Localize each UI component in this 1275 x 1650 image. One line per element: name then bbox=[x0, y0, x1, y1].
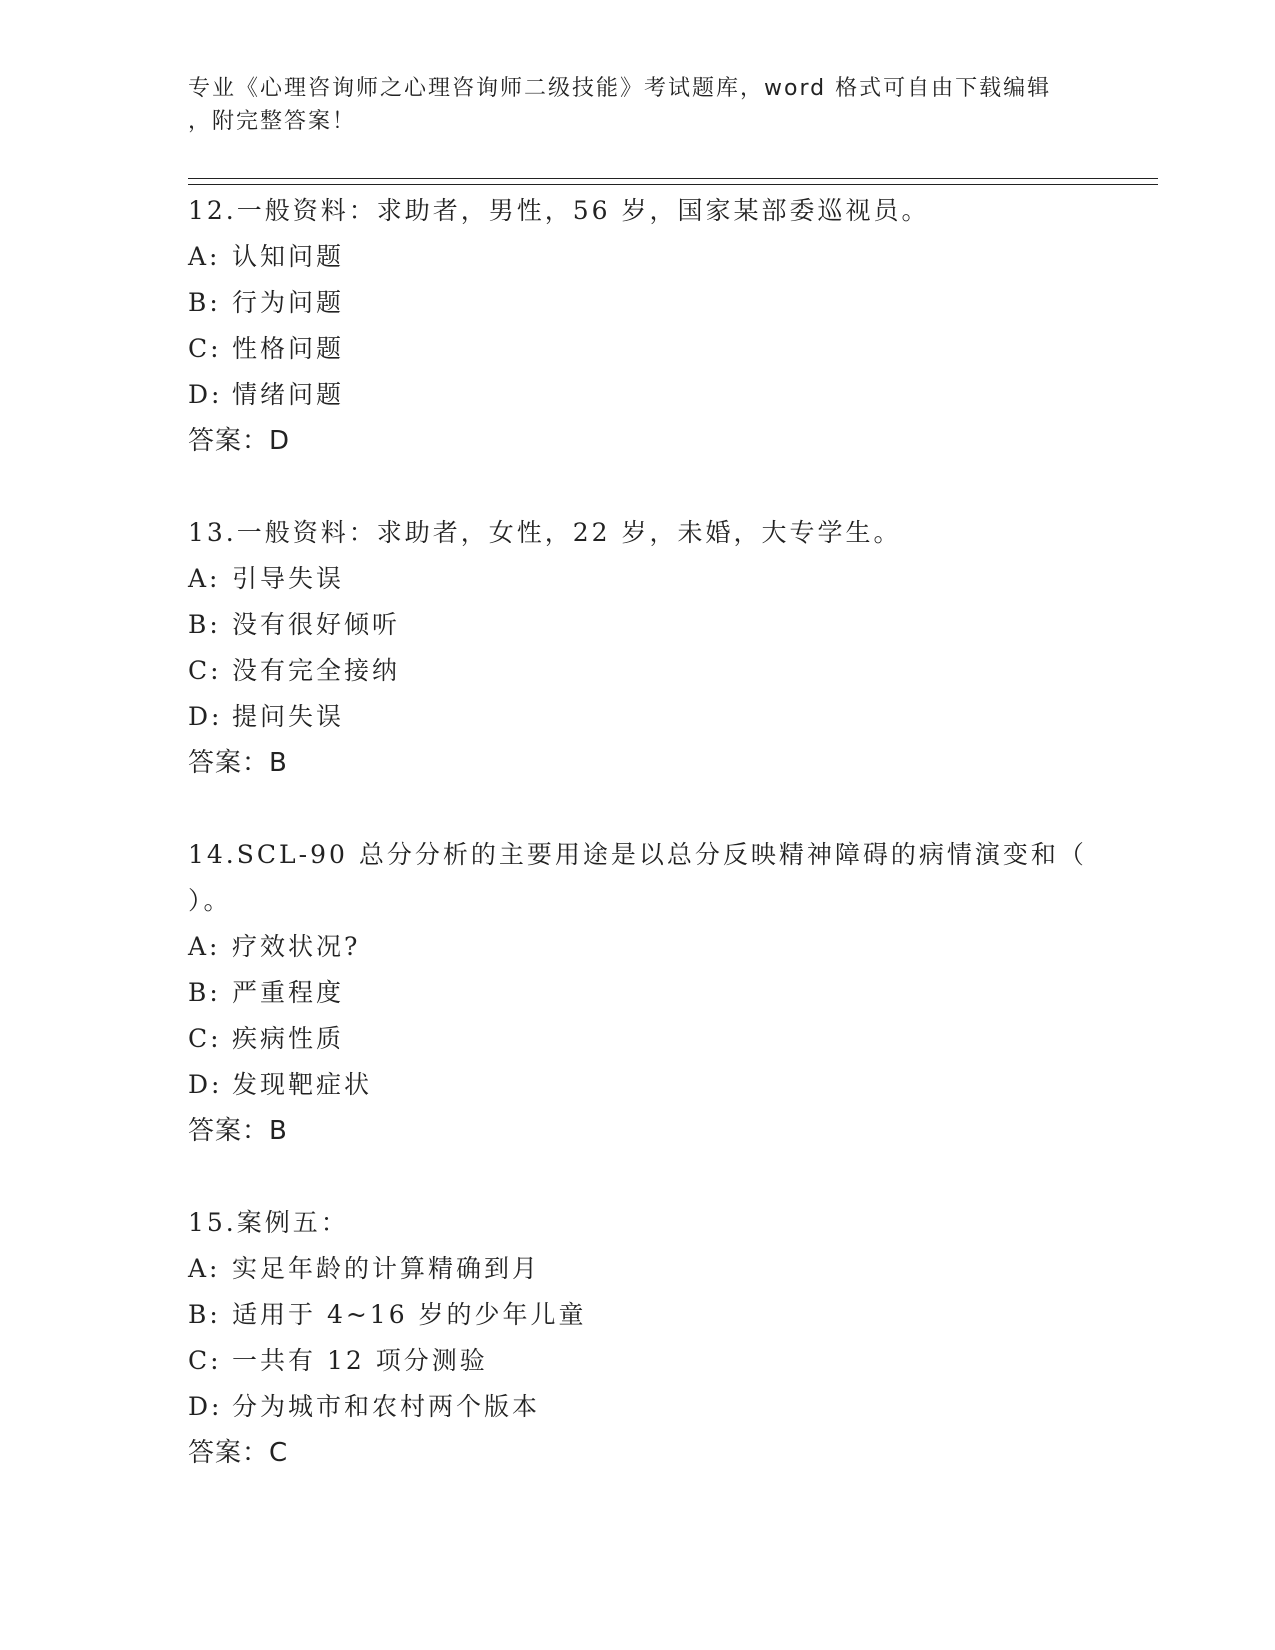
option-text: 实足年龄的计算精确到月 bbox=[232, 1254, 541, 1283]
header-line-2: ，附完整答案！ bbox=[188, 109, 357, 134]
question-stem bbox=[188, 188, 1128, 234]
option-key: A: bbox=[188, 564, 221, 593]
option-d bbox=[188, 1062, 1128, 1108]
answer-line bbox=[188, 1430, 1128, 1476]
option-text: 行为问题 bbox=[232, 288, 345, 317]
option-text: 分为城市和农村两个版本 bbox=[232, 1392, 541, 1421]
option-key: B: bbox=[188, 1300, 221, 1329]
option-key: D: bbox=[188, 702, 223, 731]
option-a bbox=[188, 234, 1128, 280]
option-a bbox=[188, 556, 1128, 602]
header-divider-bottom bbox=[188, 184, 1158, 185]
question-stem bbox=[188, 1200, 1128, 1246]
question-stem bbox=[188, 832, 1128, 878]
answer-value: C bbox=[269, 1438, 289, 1468]
option-d bbox=[188, 372, 1128, 418]
option-b bbox=[188, 280, 1128, 326]
option-key: B: bbox=[188, 288, 221, 317]
option-text: 疾病性质 bbox=[232, 1024, 345, 1053]
question-text: 一般资料：求助者，女性，22 岁，未婚，大专学生。 bbox=[236, 518, 902, 547]
option-key: D: bbox=[188, 1070, 223, 1099]
question-number: 14. bbox=[188, 840, 237, 869]
option-d bbox=[188, 1384, 1128, 1430]
question-14 bbox=[188, 832, 1128, 1154]
question-number: 15. bbox=[188, 1208, 237, 1237]
question-text: SCL-90 总分分析的主要用途是以总分反映精神障碍的病情演变和（ bbox=[236, 840, 1087, 869]
option-text: 没有完全接纳 bbox=[232, 656, 401, 685]
option-key: C: bbox=[188, 1346, 222, 1375]
option-text: 一共有 12 项分测验 bbox=[232, 1346, 488, 1375]
option-c bbox=[188, 326, 1128, 372]
document-header bbox=[188, 72, 1088, 138]
option-text: 没有很好倾听 bbox=[232, 610, 401, 639]
option-a bbox=[188, 924, 1128, 970]
option-c bbox=[188, 648, 1128, 694]
option-b bbox=[188, 1292, 1128, 1338]
answer-line bbox=[188, 1108, 1128, 1154]
option-text: 发现靶症状 bbox=[232, 1070, 373, 1099]
option-key: A: bbox=[188, 1254, 221, 1283]
option-b bbox=[188, 602, 1128, 648]
question-text: 一般资料：求助者，男性，56 岁，国家某部委巡视员。 bbox=[236, 196, 930, 225]
answer-value: B bbox=[269, 748, 288, 778]
header-line-1: 专业《心理咨询师之心理咨询师二级技能》考试题库，word 格式可自由下载编辑 bbox=[188, 76, 1052, 101]
question-stem bbox=[188, 510, 1128, 556]
answer-line bbox=[188, 418, 1128, 464]
header-divider-top bbox=[188, 178, 1158, 179]
option-text: 情绪问题 bbox=[232, 380, 345, 409]
option-key: D: bbox=[188, 1392, 223, 1421]
answer-label: 答案： bbox=[188, 426, 270, 456]
option-text: 适用于 4~16 岁的少年儿童 bbox=[232, 1300, 587, 1329]
answer-value: D bbox=[269, 426, 291, 456]
option-text: 引导失误 bbox=[232, 564, 345, 593]
option-text: 提问失误 bbox=[232, 702, 345, 731]
option-key: C: bbox=[188, 656, 222, 685]
answer-label: 答案： bbox=[188, 1438, 270, 1468]
answer-label: 答案： bbox=[188, 748, 270, 778]
option-c bbox=[188, 1338, 1128, 1384]
option-key: B: bbox=[188, 978, 221, 1007]
question-13 bbox=[188, 510, 1128, 786]
question-12 bbox=[188, 188, 1128, 464]
option-d bbox=[188, 694, 1128, 740]
question-number: 12. bbox=[188, 196, 237, 225]
question-text: 案例五： bbox=[236, 1208, 349, 1237]
answer-line bbox=[188, 740, 1128, 786]
option-c bbox=[188, 1016, 1128, 1062]
option-key: A: bbox=[188, 932, 221, 961]
question-number: 13. bbox=[188, 518, 237, 547]
option-text: 严重程度 bbox=[232, 978, 345, 1007]
question-15 bbox=[188, 1200, 1128, 1476]
option-key: A: bbox=[188, 242, 221, 271]
option-key: C: bbox=[188, 334, 222, 363]
option-key: D: bbox=[188, 380, 223, 409]
answer-label: 答案： bbox=[188, 1116, 270, 1146]
option-key: C: bbox=[188, 1024, 222, 1053]
option-key: B: bbox=[188, 610, 221, 639]
answer-value: B bbox=[269, 1116, 288, 1146]
option-text: 性格问题 bbox=[232, 334, 345, 363]
question-stem-continued: ）。 bbox=[188, 886, 232, 915]
option-b bbox=[188, 970, 1128, 1016]
question-list bbox=[188, 188, 1128, 1522]
option-text: 认知问题 bbox=[232, 242, 345, 271]
option-a bbox=[188, 1246, 1128, 1292]
option-text: 疗效状况? bbox=[232, 932, 361, 961]
